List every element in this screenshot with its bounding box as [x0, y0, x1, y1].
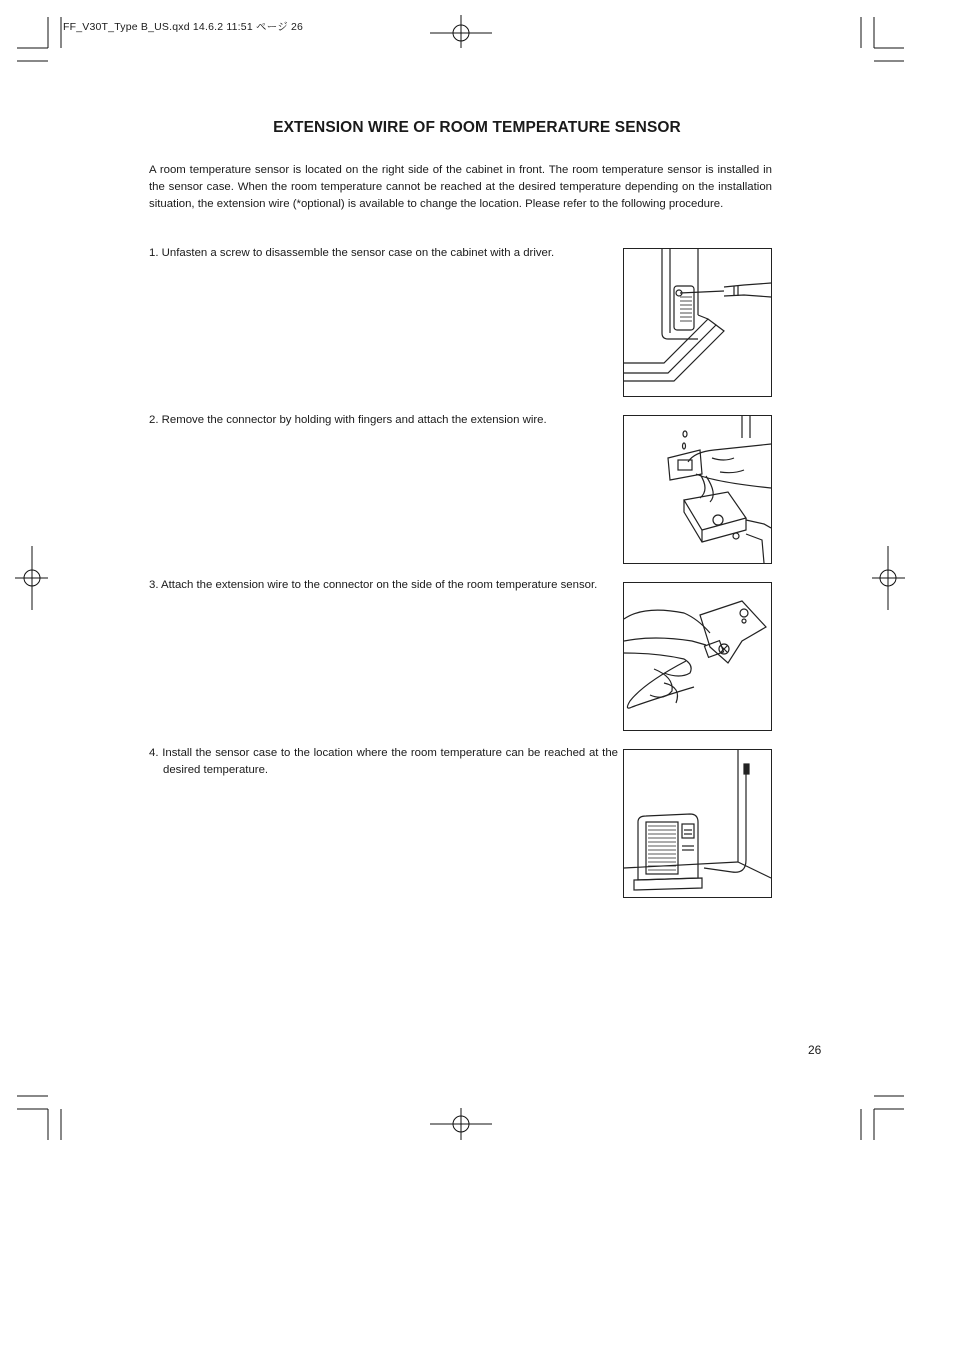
step-3	[149, 577, 618, 594]
step-number: 2.	[149, 414, 159, 426]
page-title: EXTENSION WIRE OF ROOM TEMPERATURE SENSOR	[273, 119, 681, 136]
step-1	[149, 245, 618, 262]
figure-install-sensor	[623, 749, 772, 898]
intro-paragraph: A room temperature sensor is located on the right side of the cabinet in front. The room temperature sensor is installed in the sensor case. When the room temperature cannot be reached at the desired temperature depending on the installation situation, the extension wire (*optional) is available to change the location. Please refer to the following procedure.	[149, 164, 772, 210]
page-number: 26	[808, 1043, 822, 1057]
step-text: Remove the connector by holding with fingers and attach the extension wire.	[161, 414, 547, 426]
step-4	[149, 745, 618, 779]
step-number: 1.	[149, 247, 159, 259]
step-2	[149, 412, 618, 429]
file-slug: FF_V30T_Type B_US.qxd 14.6.2 11:51 ページ 26	[63, 21, 304, 33]
step-number: 4.	[149, 747, 159, 759]
step-number: 3.	[149, 579, 159, 591]
figure-remove-connector	[623, 415, 772, 564]
step-text: Attach the extension wire to the connector on the side of the room temperature sensor.	[161, 579, 598, 591]
figure-unfasten-screw	[623, 248, 772, 397]
step-text: Install the sensor case to the location where the room temperature can be reached at the desired temperature.	[162, 747, 618, 776]
figure-attach-wire	[623, 582, 772, 731]
step-text: Unfasten a screw to disassemble the sensor case on the cabinet with a driver.	[161, 247, 555, 259]
